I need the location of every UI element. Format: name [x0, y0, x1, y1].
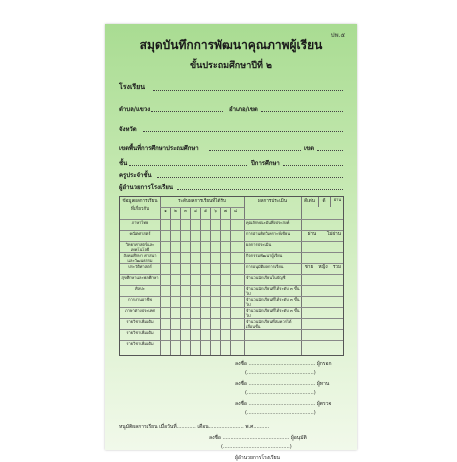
area-number-line[interactable] [317, 150, 343, 151]
class-teacher-label: ครูประจำชั้น [119, 172, 152, 179]
subject-row-label: รายวิชาเพิ่มเติม [126, 330, 154, 335]
form-code: ปพ.๕ [330, 32, 345, 39]
approver-title: ผู้อำนวยการโรงเรียน [235, 455, 280, 461]
district-label: อำเภอ/เขต [229, 106, 258, 113]
area-line[interactable] [209, 150, 301, 151]
assessment-excellent-header: ดีเด่น [304, 199, 315, 204]
assessment-row-label: ผลการประเมิน [246, 242, 272, 247]
director-line[interactable] [177, 189, 343, 190]
assessment-row-label: จำนวนนักเรียนที่ได้ระดับ ๓ ขึ้นไป [246, 297, 300, 307]
approver-name[interactable]: (..........................................) [221, 444, 292, 450]
grade-line[interactable] [129, 165, 247, 166]
record-form-sheet [105, 24, 357, 461]
gender-male: ชาย [304, 265, 314, 270]
level-column-2: ๒ [174, 208, 177, 213]
academic-year-label: ปีการศึกษา [251, 160, 280, 167]
level-column-6: ๖ [214, 208, 217, 213]
subject-column-header: ข้อมูลผลการเรียน [122, 199, 158, 204]
assessment-row-label: การอ่านคิดวิเคราะห์เขียน [246, 231, 291, 236]
subject-row-label: คณิตศาสตร์ [129, 231, 151, 236]
class-teacher-line[interactable] [157, 177, 343, 178]
subdistrict-label: ตำบล/แขวง [119, 106, 151, 113]
academic-year-line[interactable] [283, 165, 343, 166]
area-number-label: เขต [304, 145, 315, 152]
assessment-good-header: ดี [322, 199, 326, 204]
assessment-row-label: จำนวนนักเรียนในบัญชี [246, 275, 286, 280]
subject-row-label: ศิลปะ [135, 286, 145, 291]
district-line[interactable] [261, 111, 343, 112]
assessment-row-label: การอนุมัติผลการเรียน [246, 264, 284, 269]
reading-pass: ผ่าน [307, 232, 317, 237]
assessment-row-label: จำนวนนักเรียนที่สมควรได้เลื่อนชั้น [246, 319, 292, 329]
signature-filler-name[interactable]: (..........................................) [245, 370, 316, 376]
assessment-pass-header: ผ่าน [333, 197, 342, 202]
level-column-header: ระดับผลการเรียนที่ได้รับ [178, 199, 226, 204]
assessment-row-label: กิจกรรมพัฒนาผู้เรียน [246, 253, 283, 258]
signature-inspector: ลงชื่อ .......................................... ผู้ตรวจ [235, 401, 332, 407]
grade-label: ชั้น [119, 160, 128, 167]
level-column-8: ๘ [233, 208, 238, 213]
subject-row-label: สังคมศึกษา ศาสนาและวัฒนธรรม [123, 253, 157, 263]
assessment-row-label: จำนวนนักเรียนที่ได้ระดับ ๓ ขึ้นไป [246, 286, 300, 296]
subject-row-label: สุขศึกษาและพลศึกษา [121, 275, 159, 280]
grades-table [119, 196, 344, 356]
area-label: เขตพื้นที่การศึกษาประถมศึกษา [119, 145, 199, 152]
gender-female: หญิง [318, 265, 328, 270]
school-label: โรงเรียน [119, 83, 145, 91]
province-line[interactable] [143, 131, 343, 132]
subject-row-label: ภาษาต่างประเทศ [125, 308, 155, 313]
gender-total: รวม [332, 265, 342, 270]
subject-column-subheader: ที่เกี่ยวกับ [130, 207, 150, 212]
assessment-row-label: จำนวนนักเรียนที่ได้ระดับ ๓ ขึ้นไป [246, 308, 300, 318]
form-subtitle: ขั้นประถมศึกษาปีที่ ๒ [190, 61, 272, 71]
approval-date: หนูมัติผลการเรียน เมื่อวันที่............ เดือน...................... พ.ศ.......... [119, 424, 270, 430]
subdistrict-line[interactable] [151, 111, 223, 112]
level-column-4: ๔ [193, 208, 198, 213]
subject-row-label: รายวิชาเพิ่มเติม [126, 319, 154, 324]
subject-row-label: การงานอาชีพ [128, 297, 152, 302]
assessment-column-header: ผลการประเมิน [258, 199, 287, 204]
subject-row-label: ประวัติศาสตร์ [128, 264, 152, 269]
approver-signature: ลงชื่อ .......................................... ผู้อนุมัติ [209, 435, 307, 441]
subject-row-label: รายวิชาเพิ่มเติม [126, 341, 154, 346]
reading-fail: ไม่ผ่าน [327, 232, 341, 237]
level-column-7: ๗ [223, 208, 227, 213]
level-column-3: ๓ [184, 208, 187, 213]
level-column-1: ๑ [164, 208, 167, 213]
subject-row-label: ภาษาไทย [131, 220, 149, 225]
signature-checker-name[interactable]: (..........................................) [245, 390, 316, 396]
form-title: สมุดบันทึกการพัฒนาคุณภาพผู้เรียน [139, 38, 323, 52]
signature-filler: ลงชื่อ .......................................... ผู้กรอก [235, 361, 332, 367]
assessment-row-label: คุณลักษณะอันพึงประสงค์ [246, 220, 290, 225]
subject-row-label: วิทยาศาสตร์และเทคโนโลยี [125, 242, 155, 252]
director-label: ผู้อำนวยการโรงเรียน [119, 184, 173, 191]
signature-checker: ลงชื่อ .......................................... ผู้ทาน [235, 381, 330, 387]
signature-inspector-name[interactable]: (..........................................) [245, 410, 316, 416]
school-line[interactable] [153, 90, 343, 91]
province-label: จังหวัด [119, 126, 137, 133]
level-column-5: ๕ [203, 208, 208, 213]
